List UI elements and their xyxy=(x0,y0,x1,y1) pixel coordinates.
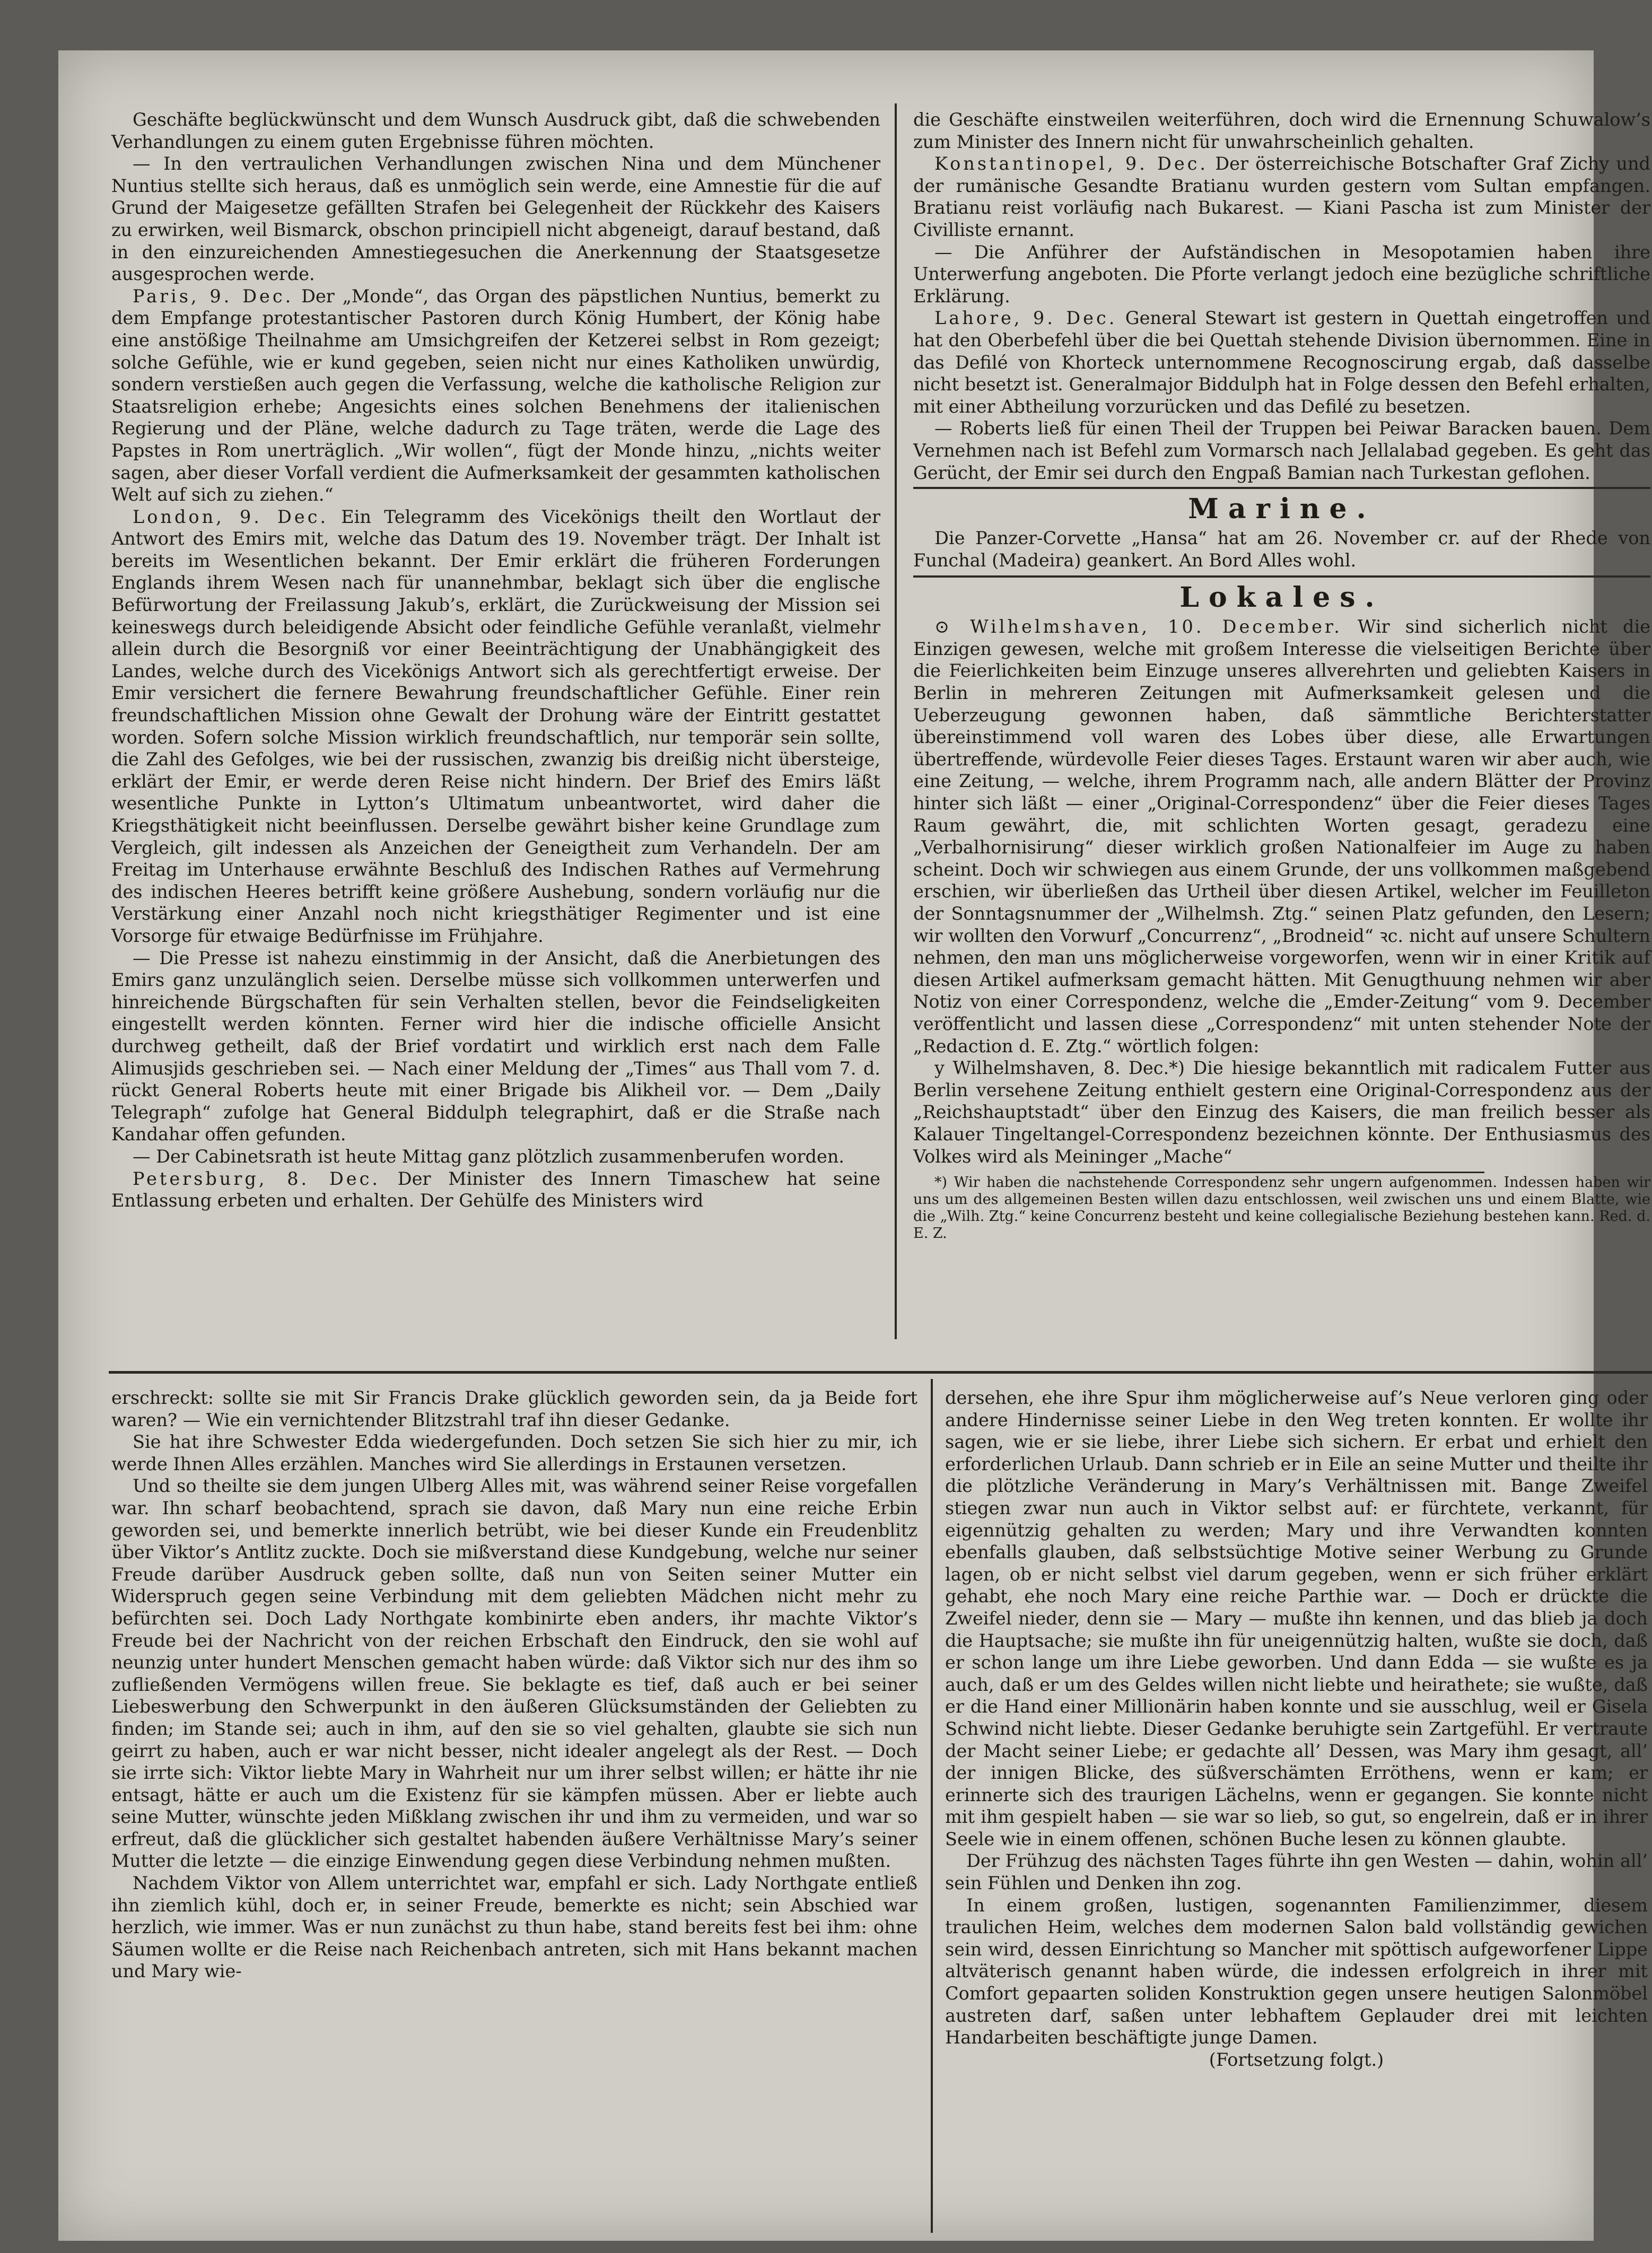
news-paragraph xyxy=(111,285,880,506)
lokales-paragraph xyxy=(913,1057,1650,1167)
news-paragraph xyxy=(111,1168,880,1212)
lokales-heading: Lokales. xyxy=(1179,581,1384,614)
paragraph-text: — Der Cabinetsrath ist heute Mittag ganz plötzlich zusammenberufen worden. xyxy=(133,1146,845,1167)
paragraph-text: Geschäfte beglückwünscht und dem Wunsch Ausdruck gibt, daß die schwebenden Verhandlungen zu einem guten Ergebnisse führen möchten. xyxy=(111,109,880,152)
paragraph-text: Der Frühzug des nächsten Tages führte ihn gen Westen — dahin, wohin all’ sein Fühlen und Denken ihn zog. xyxy=(945,1850,1648,1894)
feuilleton-separator xyxy=(109,1371,1652,1374)
dateline: Petersburg, 8. Dec. xyxy=(133,1168,381,1189)
news-paragraph xyxy=(111,153,880,285)
dateline: ⊙ Wilhelmshaven, 10. December. xyxy=(934,616,1342,638)
newspaper-page xyxy=(58,50,1651,2241)
foreign-news xyxy=(913,109,1650,484)
column-divider-upper xyxy=(895,103,897,1339)
paragraph-text: — Die Anführer der Aufständischen in Mesopotamien haben ihre Unterwerfung angeboten. Die Pforte verlangt jedoch eine bezügliche schriftliche Erklärung. xyxy=(913,241,1650,307)
news-paragraph xyxy=(913,307,1650,417)
marine-heading: Marine. xyxy=(1188,493,1376,526)
paragraph-text: dersehen, ehe ihre Spur ihm möglicherweise auf’s Neue verloren ging oder andere Hindernisse seiner Liebe in den Weg treten konnten. Er wollte ihr sagen, wie er sie liebe, ihrer Liebe sich sichern. Er erbat und erhielt den erforderlichen Urlaub. Dann schrieb er in Eile an seine Mutter und theilte ihr die plötzliche Veränderung in Mary’s Verhältnissen mit. Bange Zweifel stiegen zwar nun auch in Viktor selbst auf: er fürchtete, verkannt, für eigennützig gehalten zu werden; Mary und ihre Verwandten konnten ebenfalls glauben, daß selbstsüchtige Motive seiner Werbung zu Grunde lagen, ob er nicht selbst viel darum gegeben, wenn er sich früher erklärt gehabt, ehe noch Mary eine reiche Parthie war. — Doch er drückte die Zweifel nieder, denn sie — Mary — mußte ihn kennen, und das blieb ja doch die Hauptsache; sie mußte ihn für uneigennützig halten, wußte sie doch, daß er schon lange um ihre Liebe geworben. Und dann Edda — sie wußte es ja auch, daß er um des Geldes willen nicht liebte und heirathete; sie wußte, daß er die Hand einer Millionärin haben konnte und sie ausschlug, weil er Gisela Schwind nicht liebte. Dieser Gedanke beruhigte sein Zartgefühl. Er vertraute der Macht seiner Liebe; er gedachte all’ Dessen, was Mary ihm gesagt, all’ der innigen Blicke, des süßverschämten Erröthens, wenn er kam; er erinnerte sich des traurigen Lächelns, wenn er gegangen. Sie konnte nicht mit ihm gespielt haben — sie war so lieb, so gut, so engelrein, daß er in ihrer Seele wie in einem offenen, schönen Buche lesen zu können glaubte. xyxy=(945,1387,1648,1849)
lokales-paragraph xyxy=(913,616,1650,1057)
section-rule-lokales-top xyxy=(913,575,1650,578)
paragraph-text: — Roberts ließ für einen Theil der Truppen bei Peiwar Baracken bauen. Dem Vernehmen nach ist Befehl zum Vormarsch nach Jellalabad gegeben. Es geht das Gerücht, der Emir sei durch den Engpaß Bamian nach Turkestan geflohen. xyxy=(913,418,1650,483)
paragraph-text: Wir sind sicherlich nicht die Einzigen gewesen, welche mit großem Interesse die vielseitigen Berichte über die Feierlichkeiten beim Einzuge unseres allverehrten und geliebten Kaisers in Berlin in mehreren Zeitungen mit Aufmerksamkeit gelesen und die Ueberzeugung gewonnen haben, daß sämmtliche Berichterstatter übereinstimmend voll waren des Lobes über diese, alle Erwartungen übertreffende, würdevolle Feier dieses Tages. Erstaunt waren wir aber auch, wie eine Zeitung, — welche, ihrem Programm nach, alle andern Blätter der Provinz hinter sich läßt — einer „Original-Correspondenz“ über die Feier dieses Tages Raum gewährt, die, mit schlichten Worten gesagt, geradezu eine „Verbalhornisirung“ dieser wirklich großen Nationalfeier im Auge zu haben scheint. Doch wir schwiegen aus einem Grunde, der uns vollkommen maßgebend erschien, wir überließen das Urtheil über diesen Artikel, welcher im Feuilleton der Sonntagsnummer der „Wilhelmsh. Ztg.“ seinen Platz gefunden, den Lesern; wir wollten den Vorwurf „Concurrenz“, „Brodneid“ ꝛc. nicht auf unsere Schultern nehmen, den man uns möglicherweise vorgeworfen, wenn wir in einer Kritik auf diesen Artikel aufmerksam gemacht hätten. Mit Genugthuung nehmen wir aber Notiz von einer Correspondenz, welche die „Emder-Zeitung“ vom 9. December veröffentlicht und lassen diese „Correspondenz“ mit unten stehender Note der „Redaction d. E. Ztg.“ wörtlich folgen: xyxy=(913,616,1650,1056)
news-paragraph xyxy=(111,1146,880,1168)
news-paragraph xyxy=(111,947,880,1146)
marine-text: Die Panzer-Corvette „Hansa“ hat am 26. November cr. auf der Rhede von Funchal (Madeira) geankert. An Bord Alles wohl. xyxy=(913,528,1650,571)
paragraph-text: erschreckt: sollte sie mit Sir Francis Drake glücklich geworden sein, da ja Beide fort waren? — Wie ein vernichtender Blitzstrahl traf ihn dieser Gedanke. xyxy=(111,1387,917,1430)
news-paragraph xyxy=(111,506,880,947)
feuilleton-body-right xyxy=(945,1387,1648,2049)
paragraph-text: Ein Telegramm des Vicekönigs theilt den Wortlaut der Antwort des Emirs mit, welche das Datum des 19. November trägt. Der Inhalt ist bereits im Wesentlichen bekannt. Der Emir erklärt die früheren Forderungen Englands ihrem Wesen nach für unannehmbar, beklagt sich über die englische Befürwortung der Freilassung Jakub’s, erklärt, die Zurückweisung der Mission sei keineswegs durch beleidigende Absicht oder feindliche Gefühle veranlaßt, vielmehr allein durch die Besorgniß vor einer Beeinträchtigung der Unabhängigkeit des Landes, welche durch des Vicekönigs Antwort sich als gerechtfertigt erweise. Der Emir versichert die fernere Bewahrung freundschaftlicher Gefühle. Einer rein freundschaftlichen Mission ohne Gewalt der Drohung wäre der Eintritt gestattet worden. Sofern solche Mission wirklich freundschaftlich, nur temporär sein sollte, die Zahl des Gefolges, wie bei der russischen, zwanzig bis dreißig nicht übersteige, erklärt der Emir, er werde deren Reise nicht hindern. Der Brief des Emirs läßt wesentliche Punkte in Lytton’s Ultimatum unbeantwortet, wird daher die Kriegsthätigkeit nicht beeinflussen. Derselbe gewährt bisher keine Grundlage zum Vergleich, gilt indessen als Anzeichen der Geneigtheit zum Verhandeln. Der am Freitag im Unterhause erwähnte Beschluß des Indischen Rathes auf Vermehrung des indischen Heeres betrifft keine größere Aushebung, sondern vorläufig nur die Verstärkung einer Anzahl noch nicht kriegsthätiger Regimenter und ist eine Vorsorge für etwaige Bedürfnisse im Frühjahre. xyxy=(111,506,880,946)
dateline: Paris, 9. Dec. xyxy=(133,285,294,307)
footnote: *) Wir haben die nachstehende Correspondenz sehr ungern aufgenommen. Indessen haben wir uns um des allgemeinen Besten willen dazu entschlossen, weil zwischen uns und einem Blatte, wie die „Wilh. Ztg.“ keine Concurrenz besteht und keine collegialische Beziehung bestehen kann. Red. d. E. Z. xyxy=(913,1174,1650,1242)
news-paragraph xyxy=(913,153,1650,241)
feuilleton-paragraph xyxy=(111,1475,917,1872)
paragraph-text: Der „Monde“, das Organ des päpstlichen Nuntius, bemerkt zu dem Empfange protestantischer Pastoren durch König Humbert, der König habe eine anstößige Theilnahme am Umsichgreifen der Ketzerei selbst in Rom gezeigt; solche Gefühle, wie er kund gegeben, seien nicht nur eines Katholiken unwürdig, sondern verstießen auch gegen die Verfassung, welche die katholische Religion zur Staatsreligion erhebe; Angesichts eines solchen Benehmens der italienischen Regierung und der Pläne, welche dadurch zu Tage träten, werde die Lage des Papstes in Rom unerträglich. „Wir wollen“, fügt der Monde hinzu, „nichts weiter sagen, aber dieser Vorfall verdient die Aufmerksamkeit der gesammten katholischen Welt auf sich zu ziehen.“ xyxy=(111,285,881,505)
news-paragraph xyxy=(913,109,1650,153)
paragraph-text: Sie hat ihre Schwester Edda wiedergefunden. Doch setzen Sie sich hier zu mir, ich werde Ihnen Alles erzählen. Manches wird Sie allerdings in Erstaunen versetzen. xyxy=(111,1431,917,1474)
paragraph-text: Und so theilte sie dem jungen Ulberg Alles mit, was während seiner Reise vorgefallen war. Ihn scharf beobachtend, sprach sie davon, daß Mary nun eine reiche Erbin geworden sei, und bemerkte innerlich betrübt, wie bei dieser Kunde ein Freudenblitz über Viktor’s Antlitz zuckte. Doch sie mißverstand diese Kundgebung, welche nur seiner Freude darüber Ausdruck geben sollte, daß nun von Seiten seiner Mutter ein Widerspruch gegen seine Verbindung mit dem geliebten Mädchen nicht mehr zu befürchten sei. Doch Lady Northgate kombinirte eben anders, ihr machte Viktor’s Freude bei der Nachricht von der reichen Erbschaft den Eindruck, den sie wohl auf neunzig unter hundert Menschen gemacht haben würde: daß Viktor sich nur des ihm so zufließenden Vermögens willen freue. Sie beklagte es tief, daß auch er bei seiner Liebeswerbung den Schwerpunkt in den äußeren Glücksumständen der Geliebten zu finden; im Stande sei; auch in ihm, auf den sie so viel gehalten, glaubte sie sich nun geirrt zu haben, auch er war nicht besser, nicht idealer angelegt als der Rest. — Doch sie irrte sich: Viktor liebte Mary in Wahrheit nur um ihrer selbst willen; er hätte ihr nie entsagt, hätte er auch um die Existenz für sie kämpfen müssen. Aber er liebte auch seine Mutter, wünschte jeden Mißklang zwischen ihr und ihm zu vermeiden, und war so erfreut, daß die glücklicher sich gestaltet habenden äußere Verhältnisse Mary’s seiner Mutter die letzte — die einzige Einwendung gegen diese Verbindung nehmen mußten. xyxy=(111,1475,917,1872)
paragraph-text: die Geschäfte einstweilen weiterführen, doch wird die Ernennung Schuwalow’s zum Minister des Innern nicht für unwahrscheinlich gehalten. xyxy=(913,109,1650,152)
dateline: London, 9. Dec. xyxy=(133,506,329,527)
paragraph-text: — In den vertraulichen Verhandlungen zwischen Nina und dem Münchener Nuntius stellte sich heraus, daß es unmöglich sein werde, eine Amnestie für die auf Grund der Maigesetze gefällten Strafen bei Gelegenheit der Rückkehr des Kaisers zu erwirken, weil Bismarck, obschon principiell nicht abgeneigt, darauf bestand, daß in den einzureichenden Amnestiegesuchen die Anerkennung der Staatsgesetze ausgesprochen werde. xyxy=(111,153,880,285)
feuilleton-paragraph xyxy=(111,1387,917,1431)
feuilleton-paragraph xyxy=(945,1850,1648,1894)
feuilleton-column-left xyxy=(111,1387,917,2235)
paragraph-text: In einem großen, lustigen, sogenannten Familienzimmer, diesem traulichen Heim, welches dem modernen Salon bald vollständig gewichen sein wird, dessen Einrichtung so Mancher mit spöttisch aufgeworfener Lippe altväterisch genannt haben würde, die indessen erfolgreich in ihrer mit Comfort gepaarten soliden Konstruktion gegen unsere heutigen Salonmöbel austreten darf, saßen unter lebhaftem Geplauder drei mit leichten Handarbeiten beschäftigte junge Damen. xyxy=(945,1894,1648,2048)
section-rule-marine-top xyxy=(913,487,1650,489)
feuilleton-paragraph xyxy=(945,1387,1648,1850)
news-column-right xyxy=(913,109,1650,1344)
feuilleton-paragraph xyxy=(111,1431,917,1475)
paragraph-text: — Die Presse ist nahezu einstimmig in der Ansicht, daß die Anerbietungen des Emirs ganz unzulänglich seien. Derselbe müsse sich vollkommen unterwerfen und hinreichende Bürgschaften für sein Verhalten stellen, bevor die Feindseligkeiten eingestellt werden könnten. Ferner wird hier die indische officielle Ansicht durchweg getheilt, daß der Brief vordatirt und wirklich erst nach dem Falle Alimusjids geschrieben sei. — Nach einer Meldung der „Times“ aus Thall vom 7. d. rückt General Roberts heute mit einer Brigade bis Alikheil vor. — Dem „Daily Telegraph“ zufolge hat General Biddulph telegraphirt, daß er die Straße nach Kandahar offen gefunden. xyxy=(111,947,880,1145)
paragraph-text: Nachdem Viktor von Allem unterrichtet war, empfahl er sich. Lady Northgate entließ ihn ziemlich kühl, doch er, in seiner Freude, bemerkte es nicht; sein Abschied war herzlich, wie immer. Was er nun zunächst zu thun habe, stand bereits fest bei ihm: ohne Säumen wollte er die Reise nach Reichenbach antreten, sich mit Hans bekannt machen und Mary wie- xyxy=(111,1873,917,1982)
footnote-rule xyxy=(1079,1172,1485,1173)
feuilleton-column-right xyxy=(945,1387,1648,2235)
news-paragraph xyxy=(111,109,880,153)
news-paragraph xyxy=(913,417,1650,484)
news-paragraph xyxy=(913,241,1650,308)
dateline: Lahore, 9. Dec. xyxy=(934,308,1117,329)
continuation-note: (Fortsetzung folgt.) xyxy=(1209,2049,1384,2070)
news-column-left xyxy=(111,109,880,1342)
paragraph-text: Der österreichische Botschafter Graf Zichy und der rumänische Gesandte Bratianu wurden gestern vom Sultan empfangen. Bratianu reist vorläufig nach Bukarest. — Kiani Pascha ist zum Minister der Civilliste ernannt. xyxy=(913,153,1651,240)
paragraph-text: y Wilhelmshaven, 8. Dec.*) Die hiesige bekanntlich mit radicalem Futter aus Berlin versehene Zeitung enthielt gestern eine Original-Correspondenz aus der „Reichshauptstadt“ über den Einzug des Kaisers, die man freilich besser als Kalauer Tingeltangel-Correspondenz bezeichnen könnte. Der Enthusiasmus des Volkes wird als Meininger „Mache“ xyxy=(913,1058,1650,1167)
feuilleton-paragraph xyxy=(945,1894,1648,2049)
dateline: Konstantinopel, 9. Dec. xyxy=(934,153,1209,174)
column-divider-lower xyxy=(931,1379,933,2233)
feuilleton-paragraph xyxy=(111,1872,917,1983)
paragraph-text: Der Minister des Innern Timaschew hat seine Entlassung erbeten und erhalten. Der Gehülfe des Ministers wird xyxy=(111,1168,881,1211)
lokales-body xyxy=(913,616,1650,1167)
paragraph-text: General Stewart ist gestern in Quettah eingetroffen und hat den Oberbefehl über die bei Quettah stehende Division übernommen. Eine in das Defilé von Khorteck unternommene Recognoscirung ergab, daß dasselbe nicht besetzt ist. Generalmajor Biddulph hat in Folge dessen den Befehl erhalten, mit einer Abtheilung vorzurücken und das Defilé zu besetzen. xyxy=(913,308,1650,417)
